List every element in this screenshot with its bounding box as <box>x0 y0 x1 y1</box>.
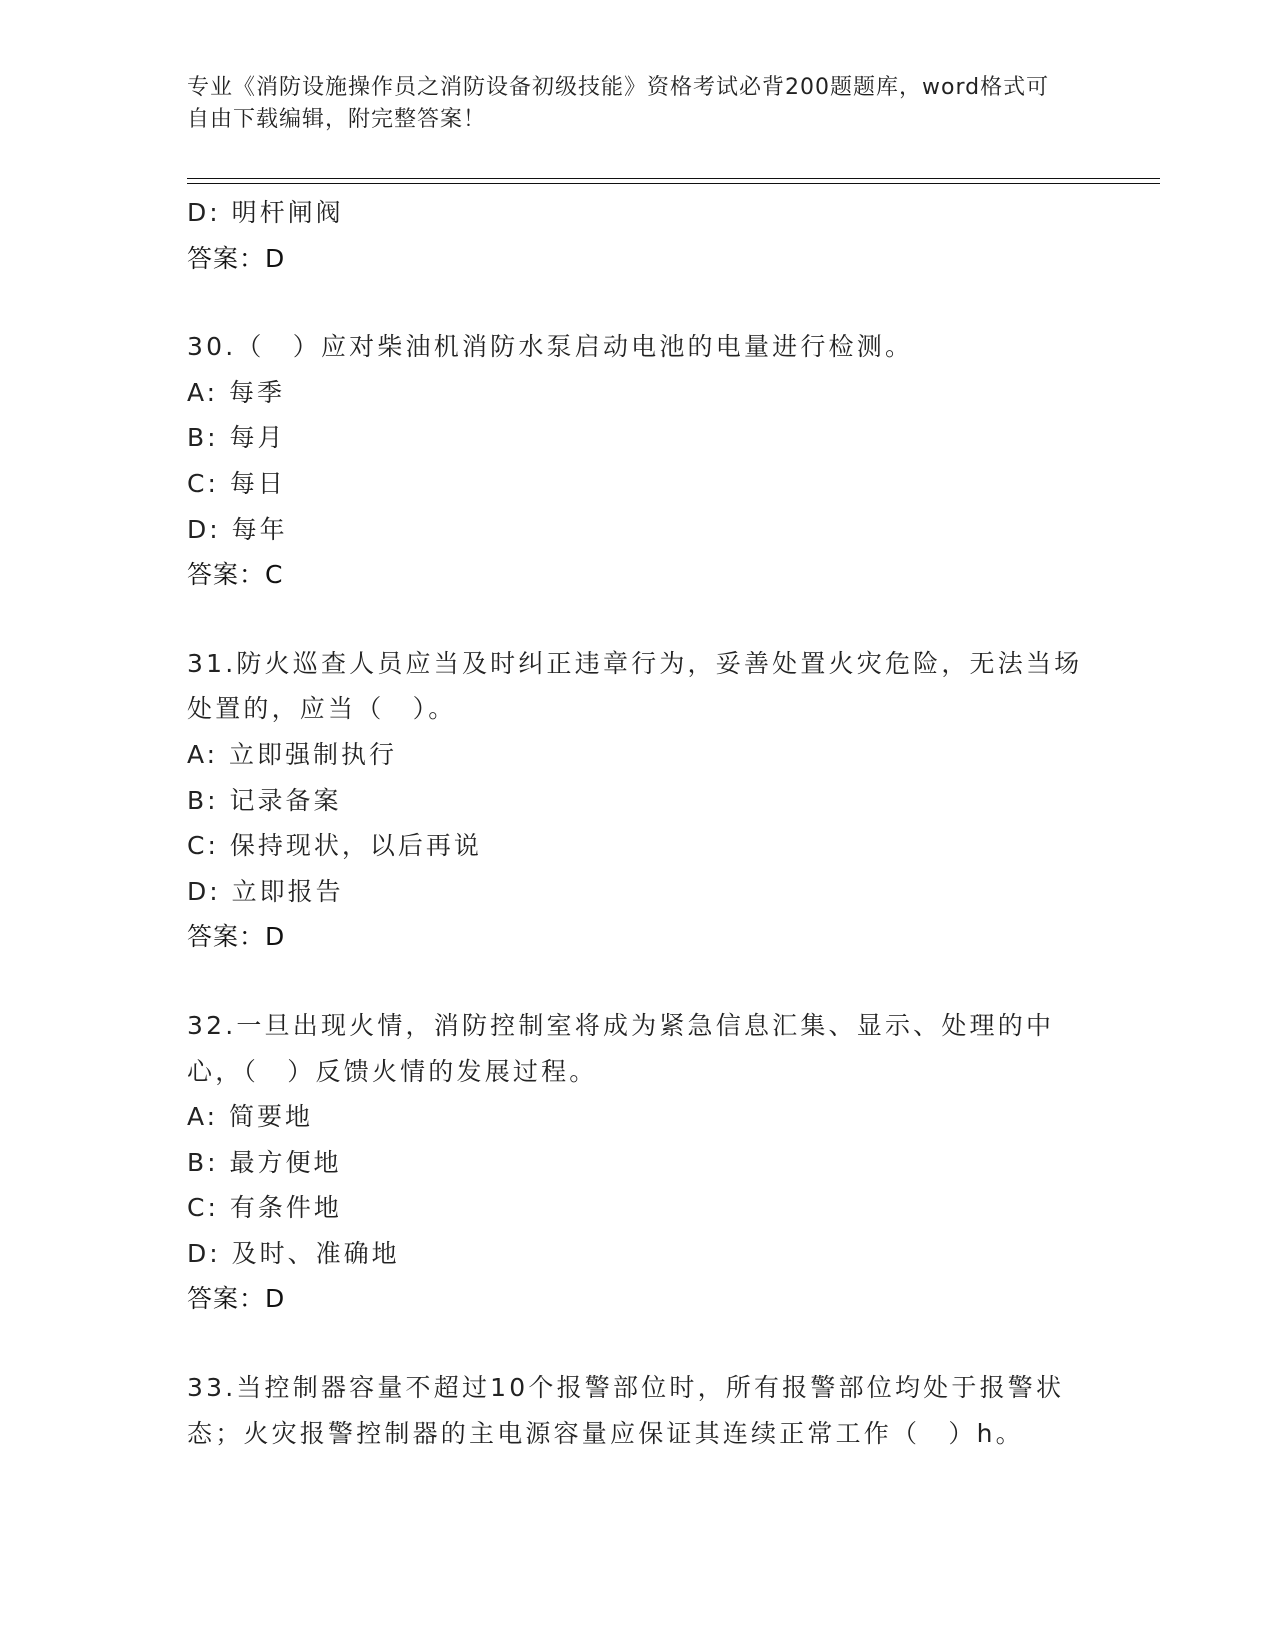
option-a: A: 每季 <box>187 377 286 407</box>
option-a: A: 简要地 <box>187 1102 314 1132</box>
answer: 答案：C <box>187 560 284 590</box>
question-stem: 32.一旦出现火情，消防控制室将成为紧急信息汇集、显示、处理的中心，（ ）反馈火情的发展过程。 <box>187 1010 1055 1086</box>
question-32 <box>187 1003 1087 1322</box>
spacer <box>187 1322 1087 1365</box>
option-c: C: 每日 <box>187 468 286 498</box>
question-stem: 31.防火巡查人员应当及时纠正违章行为，妥善处置火灾危险，无法当场处置的，应当（ ）。 <box>187 648 1083 724</box>
question-31 <box>187 641 1087 960</box>
answer: 答案：D <box>187 922 286 952</box>
spacer <box>187 960 1087 1003</box>
option-b: B: 每月 <box>187 423 286 453</box>
answer: 答案：D <box>187 243 286 273</box>
answer: 答案：D <box>187 1284 286 1314</box>
question-33 <box>187 1365 1087 1456</box>
option-a: A: 立即强制执行 <box>187 739 398 769</box>
question-30 <box>187 324 1087 598</box>
question-content <box>187 190 1087 1456</box>
option-d: D: 明杆闸阀 <box>187 198 344 227</box>
option-c: C: 保持现状，以后再说 <box>187 831 482 861</box>
option-b: B: 记录备案 <box>187 785 342 815</box>
option-b: B: 最方便地 <box>187 1147 342 1177</box>
option-d: D: 每年 <box>187 514 288 544</box>
question-stem: 33.当控制器容量不超过10个报警部位时，所有报警部位均处于报警状态；火灾报警控制器的主电源容量应保证其连续正常工作（ ）h。 <box>187 1373 1065 1448</box>
question-stem: 30.（ ）应对柴油机消防水泵启动电池的电量进行检测。 <box>187 332 914 362</box>
option-d: D: 及时、准确地 <box>187 1238 400 1268</box>
option-d: D: 立即报告 <box>187 876 344 906</box>
spacer <box>187 598 1087 641</box>
option-c: C: 有条件地 <box>187 1193 342 1223</box>
spacer <box>187 281 1087 324</box>
document-header: 专业《消防设施操作员之消防设备初级技能》资格考试必背200题题库，word格式可自由下载编辑，附完整答案！ <box>187 75 1050 132</box>
header-rule-top <box>187 178 1160 179</box>
header-rule-bottom <box>187 183 1160 184</box>
